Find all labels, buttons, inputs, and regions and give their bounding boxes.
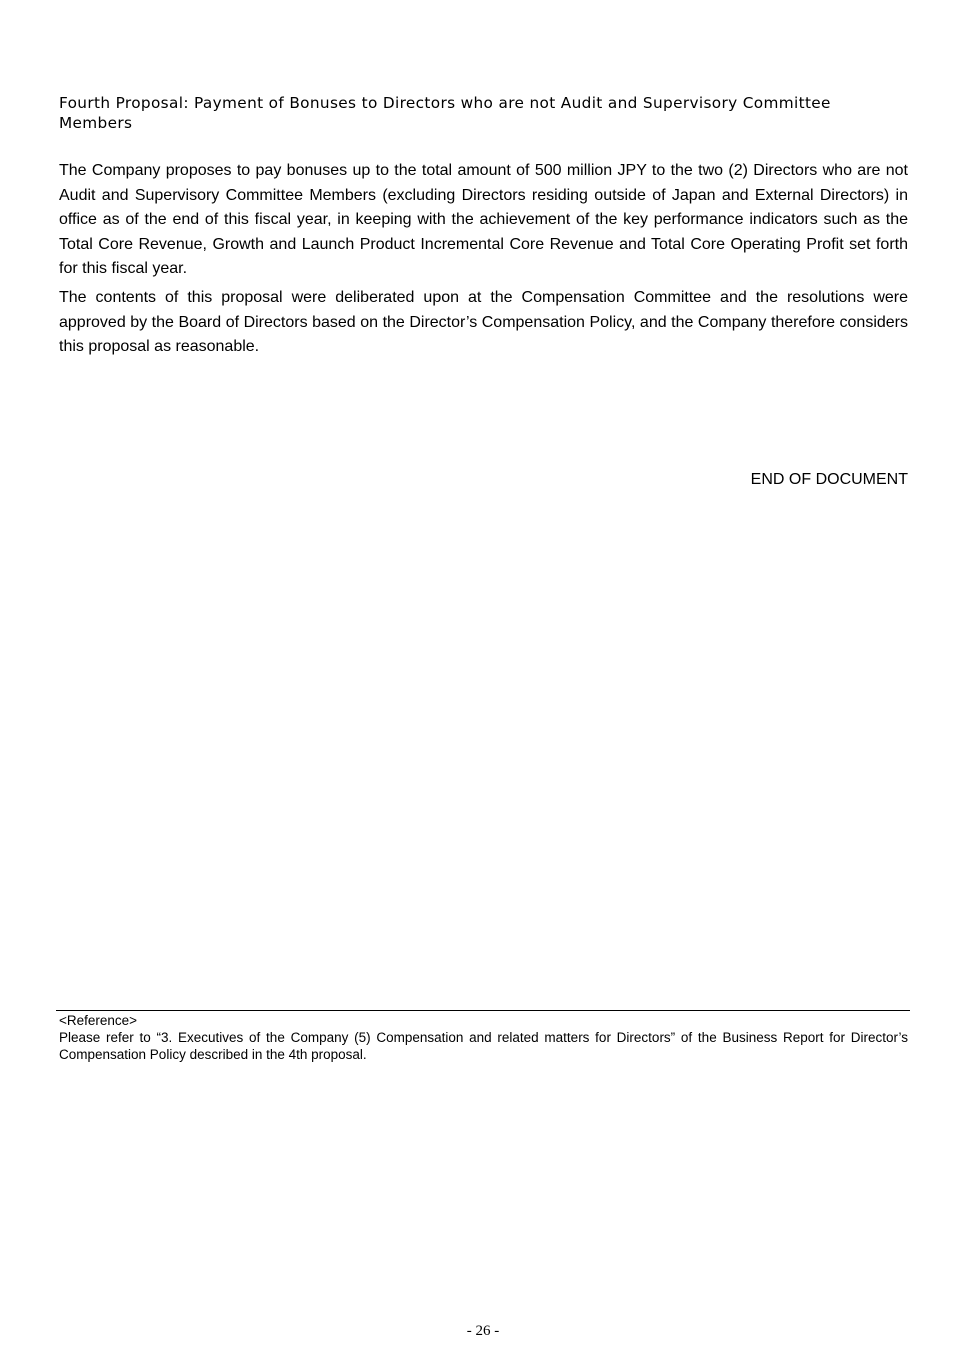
proposal-heading: Fourth Proposal: Payment of Bonuses to Directors who are not Audit and Supervisory Committee Members [59,94,831,132]
reference-divider [56,1010,910,1011]
proposal-paragraph-2: The contents of this proposal were deliberated upon at the Compensation Committee and the resolutions were approved by the Board of Directors based on the Director’s Compensation Policy, and the Company therefore considers this proposal as reasonable. [59,289,908,356]
end-of-document-note: END OF DOCUMENT [750,471,908,488]
reference-text: Please refer to “3. Executives of the Company (5) Compensation and related matters for Directors” of the Business Report for Director’s Compensation Policy described in the 4th proposal. [59,1030,908,1062]
reference-label: <Reference> [59,1013,138,1028]
page-number: - 26 - [466,1323,500,1339]
proposal-paragraph-1: The Company proposes to pay bonuses up to the total amount of 500 million JPY to the two (2) Directors who are not Audit and Supervisory Committee Members (excluding Directors residing outside of Japan and External Directors) in office as of the end of this fiscal year, in keeping with the achievement of the key performance indicators such as the Total Core Revenue, Growth and Launch Product Incremental Core Revenue and Total Core Operating Profit set forth for this fiscal year. [59,162,908,278]
